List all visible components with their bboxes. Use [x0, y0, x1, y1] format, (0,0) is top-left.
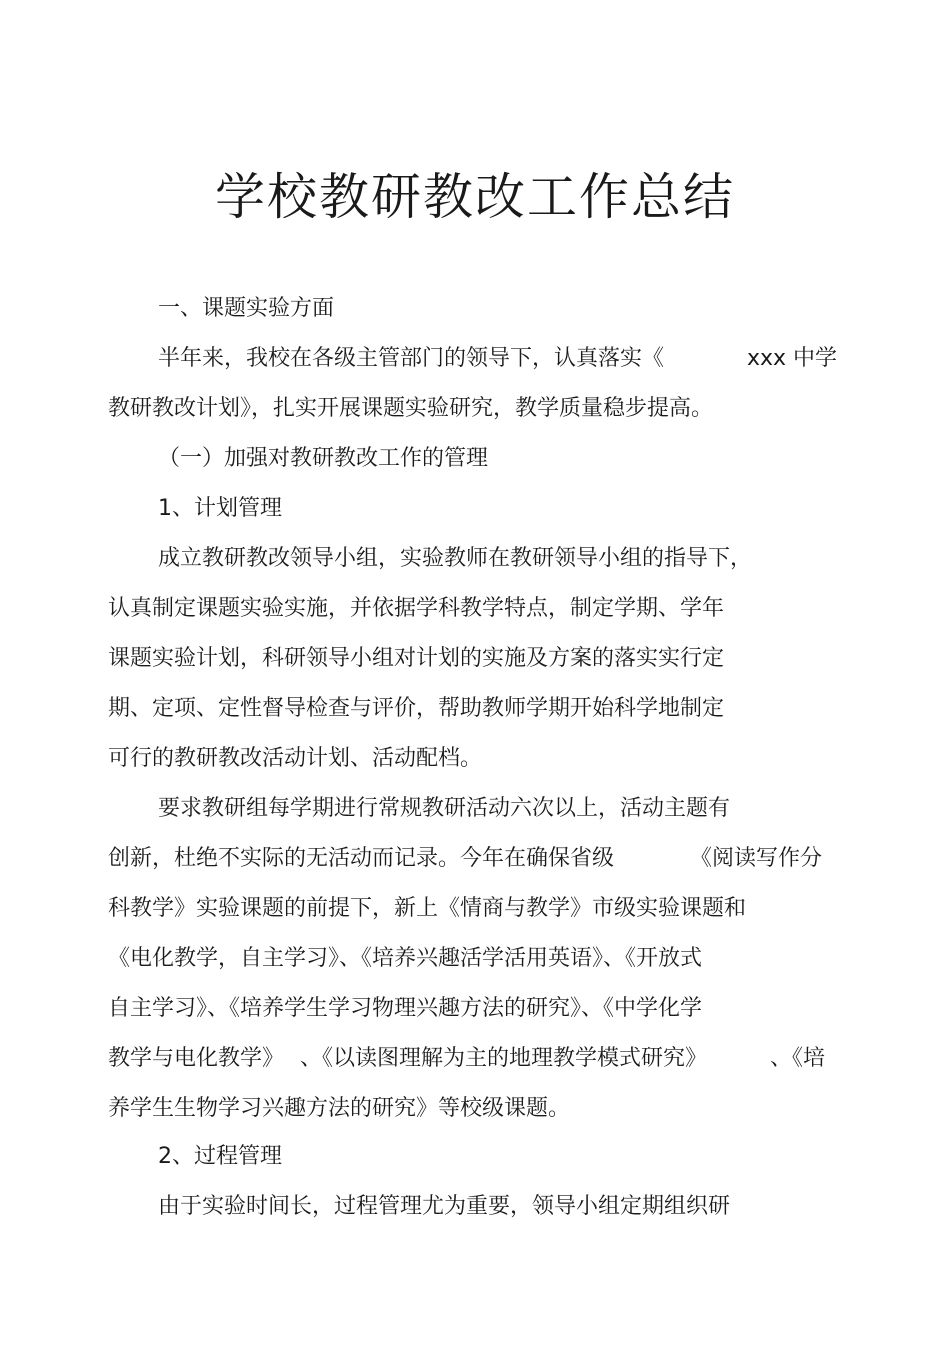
paragraph-line: 《电化教学，自主学习》、《培养兴趣活学活用英语》、《开放式	[108, 946, 703, 971]
item-heading: 1、计划管理	[158, 496, 282, 521]
paragraph-line: 、《以读图理解为主的地理教学模式研究》	[300, 1046, 708, 1071]
paragraph-line: xxx 中学	[747, 346, 838, 371]
subsection-heading: （一）加强对教研教改工作的管理	[158, 446, 489, 471]
paragraph-line: 自主学习》、《培养学生学习物理兴趣方法的研究》、《中学化学	[108, 996, 703, 1021]
paragraph-line: 半年来，我校在各级主管部门的领导下，认真落实《	[158, 346, 665, 371]
document-title: 学校教研教改工作总结	[215, 167, 735, 226]
paragraph-line: 、《培	[770, 1046, 826, 1071]
paragraph-line: 成立教研教改领导小组，实验教师在教研领导小组的指导下，	[158, 546, 753, 571]
paragraph-line: 科教学》实验课题的前提下，新上《情商与教学》市级实验课题和	[108, 896, 747, 921]
section-heading-1: 一、课题实验方面	[158, 296, 335, 321]
paragraph-line: 期、定项、定性督导检查与评价，帮助教师学期开始科学地制定	[108, 696, 725, 721]
paragraph-line: 教研教改计划》，扎实开展课题实验研究，教学质量稳步提高。	[108, 396, 714, 421]
paragraph-line: 由于实验时间长，过程管理尤为重要，领导小组定期组织研	[158, 1194, 731, 1219]
paragraph-line: 可行的教研教改活动计划、活动配档。	[108, 746, 483, 771]
paragraph-line: 创新，杜绝不实际的无活动而记录。今年在确保省级	[108, 846, 615, 871]
paragraph-line: 教学与电化教学》	[108, 1046, 285, 1071]
paragraph-line: 要求教研组每学期进行常规教研活动六次以上，活动主题有	[158, 796, 731, 821]
paragraph-line: 《阅读写作分	[690, 846, 823, 871]
item-heading: 2、过程管理	[158, 1144, 282, 1169]
paragraph-line: 养学生生物学习兴趣方法的研究》等校级课题。	[108, 1096, 571, 1121]
paragraph-line: 课题实验计划，科研领导小组对计划的实施及方案的落实实行定	[108, 646, 725, 671]
paragraph-line: 认真制定课题实验实施，并依据学科教学特点，制定学期、学年	[108, 596, 725, 621]
